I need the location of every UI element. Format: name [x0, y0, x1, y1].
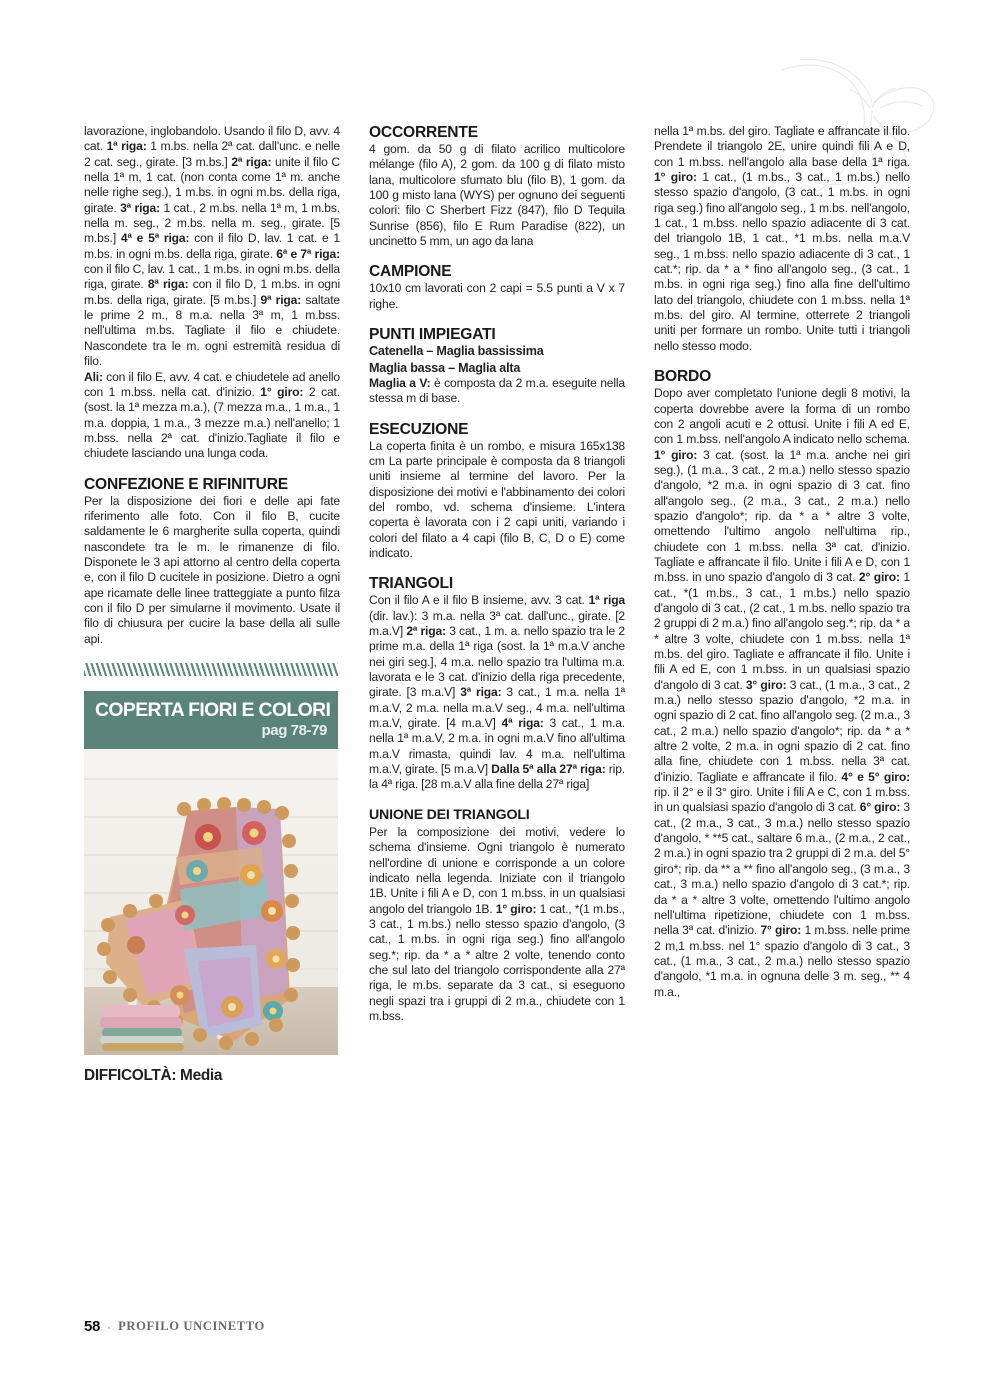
occorrente-body: 4 gom. da 50 g di filato acrilico multicolore mélange (filo A), 2 gom. da 100 g di filato misto lana, multicolore sfumato blu (filo B), 1 gom. da 100 g misto lana (WYS) per ognuno dei seguenti colori: filo C Sherbert Fizz (847), filo D Tequila Sunrise (856), filo E Rum Paradise (822), un uncinetto 5 mm, un ago da lana [369, 142, 625, 249]
column-1 [84, 124, 340, 1244]
promo-box[interactable] [84, 691, 338, 1055]
heading-esecuzione: ESECUZIONE [369, 420, 469, 438]
heading-bordo: BORDO [654, 368, 712, 386]
punti-line-1: Catenella – Maglia bassissima [369, 344, 544, 359]
page-footer [84, 1318, 265, 1335]
col1-confezione-body: Per la disposizione dei fiori e delle api fate riferimento alle foto. Con il filo B, cucite saldamente le 6 margherite sulla coperta, quindi nascondete tra le m. le rimanenze di filo. Disponete le 3 api attorno al centro della coperta e, con il filo D cucitele in posizione. Dietro a ogni ape ricamate delle linee tratteggiate a punto filza con il filo D per simularne il movimento. Usate il filo di chiusura per cucire la base della ali sulle api. [84, 493, 340, 646]
bordo-body: Dopo aver completato l'unione degli 8 motivi, la coperta dovrebbe avere la forma di un rombo con 2 angoli acuti e 2 ottusi. Unite i fili A ed E, con 1 m.bss. nell'angolo A indicato nello schema. 1° giro: 3 cat. (sost. la 1ª m.a. anche nei giri seg.), (1 m.a., 3 cat., 2 m.a.) nello stesso spazio d'angolo, *2 m.a. in ogni spazio di 3 cat. fino all'angolo seg., (2 m.a., 3 cat., 2 m.a.) nello spazio d'angolo*; rip. da * a * altre 3 volte, omettendo l'ultimo angolo nell'ultima rip., chiudete con 1 m.bss. nella 3ª cat. d'inizio. Tagliate e affrancate il filo. Unite i fili A e D, con 1 m.bss. in uno spazio d'angolo di 3 cat. 2° giro: 1 cat., *(1 m.bs., 3 cat., 1 m.bs.) nello spazio d'angolo di 3 cat., (2 cat., 1 m.bs. nello spazio tra 2 gruppi di 2 m.a.) fino all'angolo seg.*; rip. da * a * altre 3 volte, chiudete con 1 m.bss. nella 1ª m.bs. del giro. Tagliate e affrancate il filo. Unite i fili A ed E, con 1 m.bss. in un qualsiasi spazio d'angolo di 3 cat. 3° giro: 3 cat., (1 m.a., 3 cat., 2 m.a.) nello stesso spazio d'angolo, *2 m.a. in ogni spazio di 2 cat. fino all'angolo seg. (2 m.a., 3 cat., 2 m.a.) nello spazio d'angolo*; rip. da * a * altre 2 volte, 2 m.a. in ogni spazio di 2 cat. fino alla fine, chiudete con 1 m.bss. nella 3ª cat. d'inizio. Tagliate e affrancate il filo. 4° e 5° giro: rip. il 2° e il 3° giro. Unite i fili A e C, con 1 m.bss. in un qualsiasi spazio d'angolo di 3 cat. 6° giro: 3 cat., (2 m.a., 3 cat., 3 m.a.) nello stesso spazio d'angolo, * **5 cat., saltare 6 m.a., (2 m.a., 2 cat., 2 m.a.) in ogni spazio tra 2 gruppi di 2 m.a. del 5° giro*; rip. da ** a ** fino all'angolo seg., (3 m.a., 3 cat., 3 m.a.) nello spazio d'angolo di 3 cat.*; rip. da * a * altre 3 volte, omettendo l'ultimo angolo nell'ultima ripetizione, chiudete con 1 m.bss. nella 3ª cat. d'inizio. 7° giro: 1 m.bss. nelle prime 2 m,1 m.bss. nel 1° spazio d'angolo di 3 cat., 3 cat., (1 m.a., 3 cat., 2 m.a.) nello stesso spazio d'angolo, *1 m.a. in ognuna delle 3 m. seg., ** 4 m.a., [654, 386, 910, 999]
footer-separator: · [107, 1319, 112, 1334]
heading-confezione-e-rifiniture: CONFEZIONE E RIFINITURE [84, 475, 288, 493]
promo-page-reference: pag 78-79 [261, 722, 327, 739]
heading-occorrente: OCCORRENTE [369, 124, 478, 141]
difficolta-label: DIFFICOLTÀ: [84, 1067, 177, 1084]
unione-body: Per la composizione dei motivi, vedere lo schema d'insieme. Ogni triangolo è numerato nell'ordine di unione e corrisponde a un colore indicato nella legenda. Iniziate con il triangolo 1B. Unite i fili A e D, con 1 m.bss. in un qualsiasi angolo del triangolo 1B. 1° giro: 1 cat., *(1 m.bs., 3 cat., 1 m.bs.) nello stesso spazio d'angolo, (3 cat., 1 m.bs. in ogni riga seg.) fino all'angolo seg.*; rip. da * a * altre 2 volte, tenendo conto che sul lato del triangolo corrispondente alla 27ª riga, le m.bs. separate da 3 cat., si eseguono negli spazi tra i gruppi di 2 m.a., chiudete con 1 m.bss. [369, 824, 625, 1023]
difficolta-value: Media [180, 1067, 223, 1084]
campione-body: 10x10 cm lavorati con 2 capi = 5.5 punti a V x 7 righe. [369, 281, 625, 311]
triangoli-body: Con il filo A e il filo B insieme, avv. 3 cat. 1ª riga (dir. lav.): 3 m.a. nella 3ª cat. dall'unc., girate. [2 m.a.V] 2ª riga: 3 cat., 1 m. a. nello spazio tra le 2 prime m.a. della 1ª riga (sost. la 1ª m.a.V anche nei giri seg.], 4 m.a. nello spazio tra l'ultima m.a. lavorata e le 3 cat. d'inizio della riga precedente, girate. [3 m.a.V] 3ª riga: 3 cat., 1 m.a. nella 1ª m.a.V, 2 m.a. nella m.a.V seg., 4 m.a. nell'ultima m.a.V, girate. [4 m.a.V] 4ª riga: 3 cat., 1 m.a. nella 1ª m.a.V, 2 m.a. in ogni m.a.V fino all'ultima m.a.V rimasta, quindi lav. 4 m.a. nell'ultima m.a.V, girate. [5 m.a.V] Dalla 5ª alla 27ª riga: rip. la 4ª riga. [28 m.a.V alla fine della 27ª riga] [369, 593, 626, 792]
promo-title: COPERTA FIORI E COLORI [95, 699, 331, 721]
esecuzione-body: La coperta finita è un rombo, e misura 165x138 cm La parte principale è composta da 8 triangoli uniti insieme al termine del lavoro. Per la disposizione dei motivi e l'abbinamento dei colori del rombo, vd. schema d'insieme. L'intera coperta è lavorata con i 2 capi uniti, variando i colori del filato a 4 capi (filo B, C, D o E) come indicato. [369, 438, 625, 560]
heading-triangoli: TRIANGOLI [369, 575, 453, 593]
punti-line-2: Maglia bassa – Maglia alta [369, 360, 521, 375]
col1-continuation-text: lavorazione, inglobandolo. Usando il filo D, avv. 4 cat. 1ª riga: 1 m.bs. nella 2ª cat. dall'unc. e nelle 2 cat. seg., girate. [3 m.bs.] 2ª riga: unite il filo C nella 1ª m, 1 cat. (non conta come 1ª m. anche nelle righe seg.), 1 m.bs. in ogni m.bs. della riga, girate. 3ª riga: 1 cat., 2 m.bs. nella 1ª m, 1 m.bs. nella m. seg., 2 m.bs. nella m. seg., girate. [5 m.bs.] 4ª e 5ª riga: con il filo D, lav. 1 cat. e 1 m.bs. in ogni m.bs. della riga, girate. 6ª e 7ª riga: con il filo C, lav. 1 cat., 1 m.bs. in ogni m.bs. della riga, girate. 8ª riga: con il filo D, 1 m.bs. in ogni m.bs. della riga, girate. [5 m.bs.] 9ª riga: saltate le prime 2 m., 8 m.a. nella 3ª m, 1 m.bss. nell'ultima m.bs. Tagliate il filo e chiudete. Nascondete tra le m. ogni estremità residua di filo. [84, 124, 340, 369]
col1-ali-paragraph: Ali: con il filo E, avv. 4 cat. e chiudetele ad anello con 1 m.bss. nella cat. d'inizio. 1° giro: 2 cat. (sost. la 1ª mezza m.a.), (7 mezza m.a., 1 m.a., 1 m.a. doppia, 1 m.a., 3 mezze m.a.) nell'anello; 1 m.bss. nella 2ª cat. d'inizio.Tagliate il filo e chiudete lasciando una lunga coda. [84, 369, 340, 461]
heading-punti-impiegati: PUNTI IMPIEGATI [369, 326, 496, 344]
promo-banner [84, 691, 338, 749]
difficolta-line [84, 1068, 340, 1083]
promo-photo-blanket-on-chair [84, 749, 338, 1055]
column-2 [369, 124, 625, 1244]
col3-continuation-text: nella 1ª m.bs. del giro. Tagliate e affrancate il filo. Prendete il triangolo 2E, unire quindi fili A e D, con 1 m.bss. nell'angolo alla base della 1ª riga. 1° giro: 1 cat., (1 m.bs., 3 cat., 1 m.bs.) nello stesso spazio d'angolo, (3 cat., 1 m.bs. in ogni riga seg.) fino all'angolo seg., 1 m.bs. nell'angolo, 1 cat., 1 m.bss. nello spazio adiacente di 3 cat. del triangolo 1B, 1 cat., *1 m.bs. nella m.a.V seg., 1 m.bss. nello spazio adiacente di 3 cat., 1 cat.*; rip. da * a * fino all'angolo seg., (3 cat., 1 m.bs. in ogni riga seg.) fino alla fine dell'ultimo lato del triangolo, chiudete con 1 m.bss. nella 1ª m.bs. del giro. Al termine, otterrete 2 triangoli uniti per formare un rombo. Unite tutti i triangoli nello stesso modo. [654, 124, 910, 353]
hatch-divider [84, 663, 338, 676]
punti-line-3: Maglia a V: è composta da 2 m.a. eseguite nella stessa m di base. [369, 375, 625, 406]
heading-unione-dei-triangoli: UNIONE DEI TRIANGOLI [369, 806, 530, 823]
heading-campione: CAMPIONE [369, 263, 452, 281]
magazine-name: PROFILO UNCINETTO [118, 1319, 265, 1333]
column-3 [654, 124, 910, 1244]
page-number: 58 [84, 1318, 101, 1335]
article-columns [84, 124, 934, 1244]
